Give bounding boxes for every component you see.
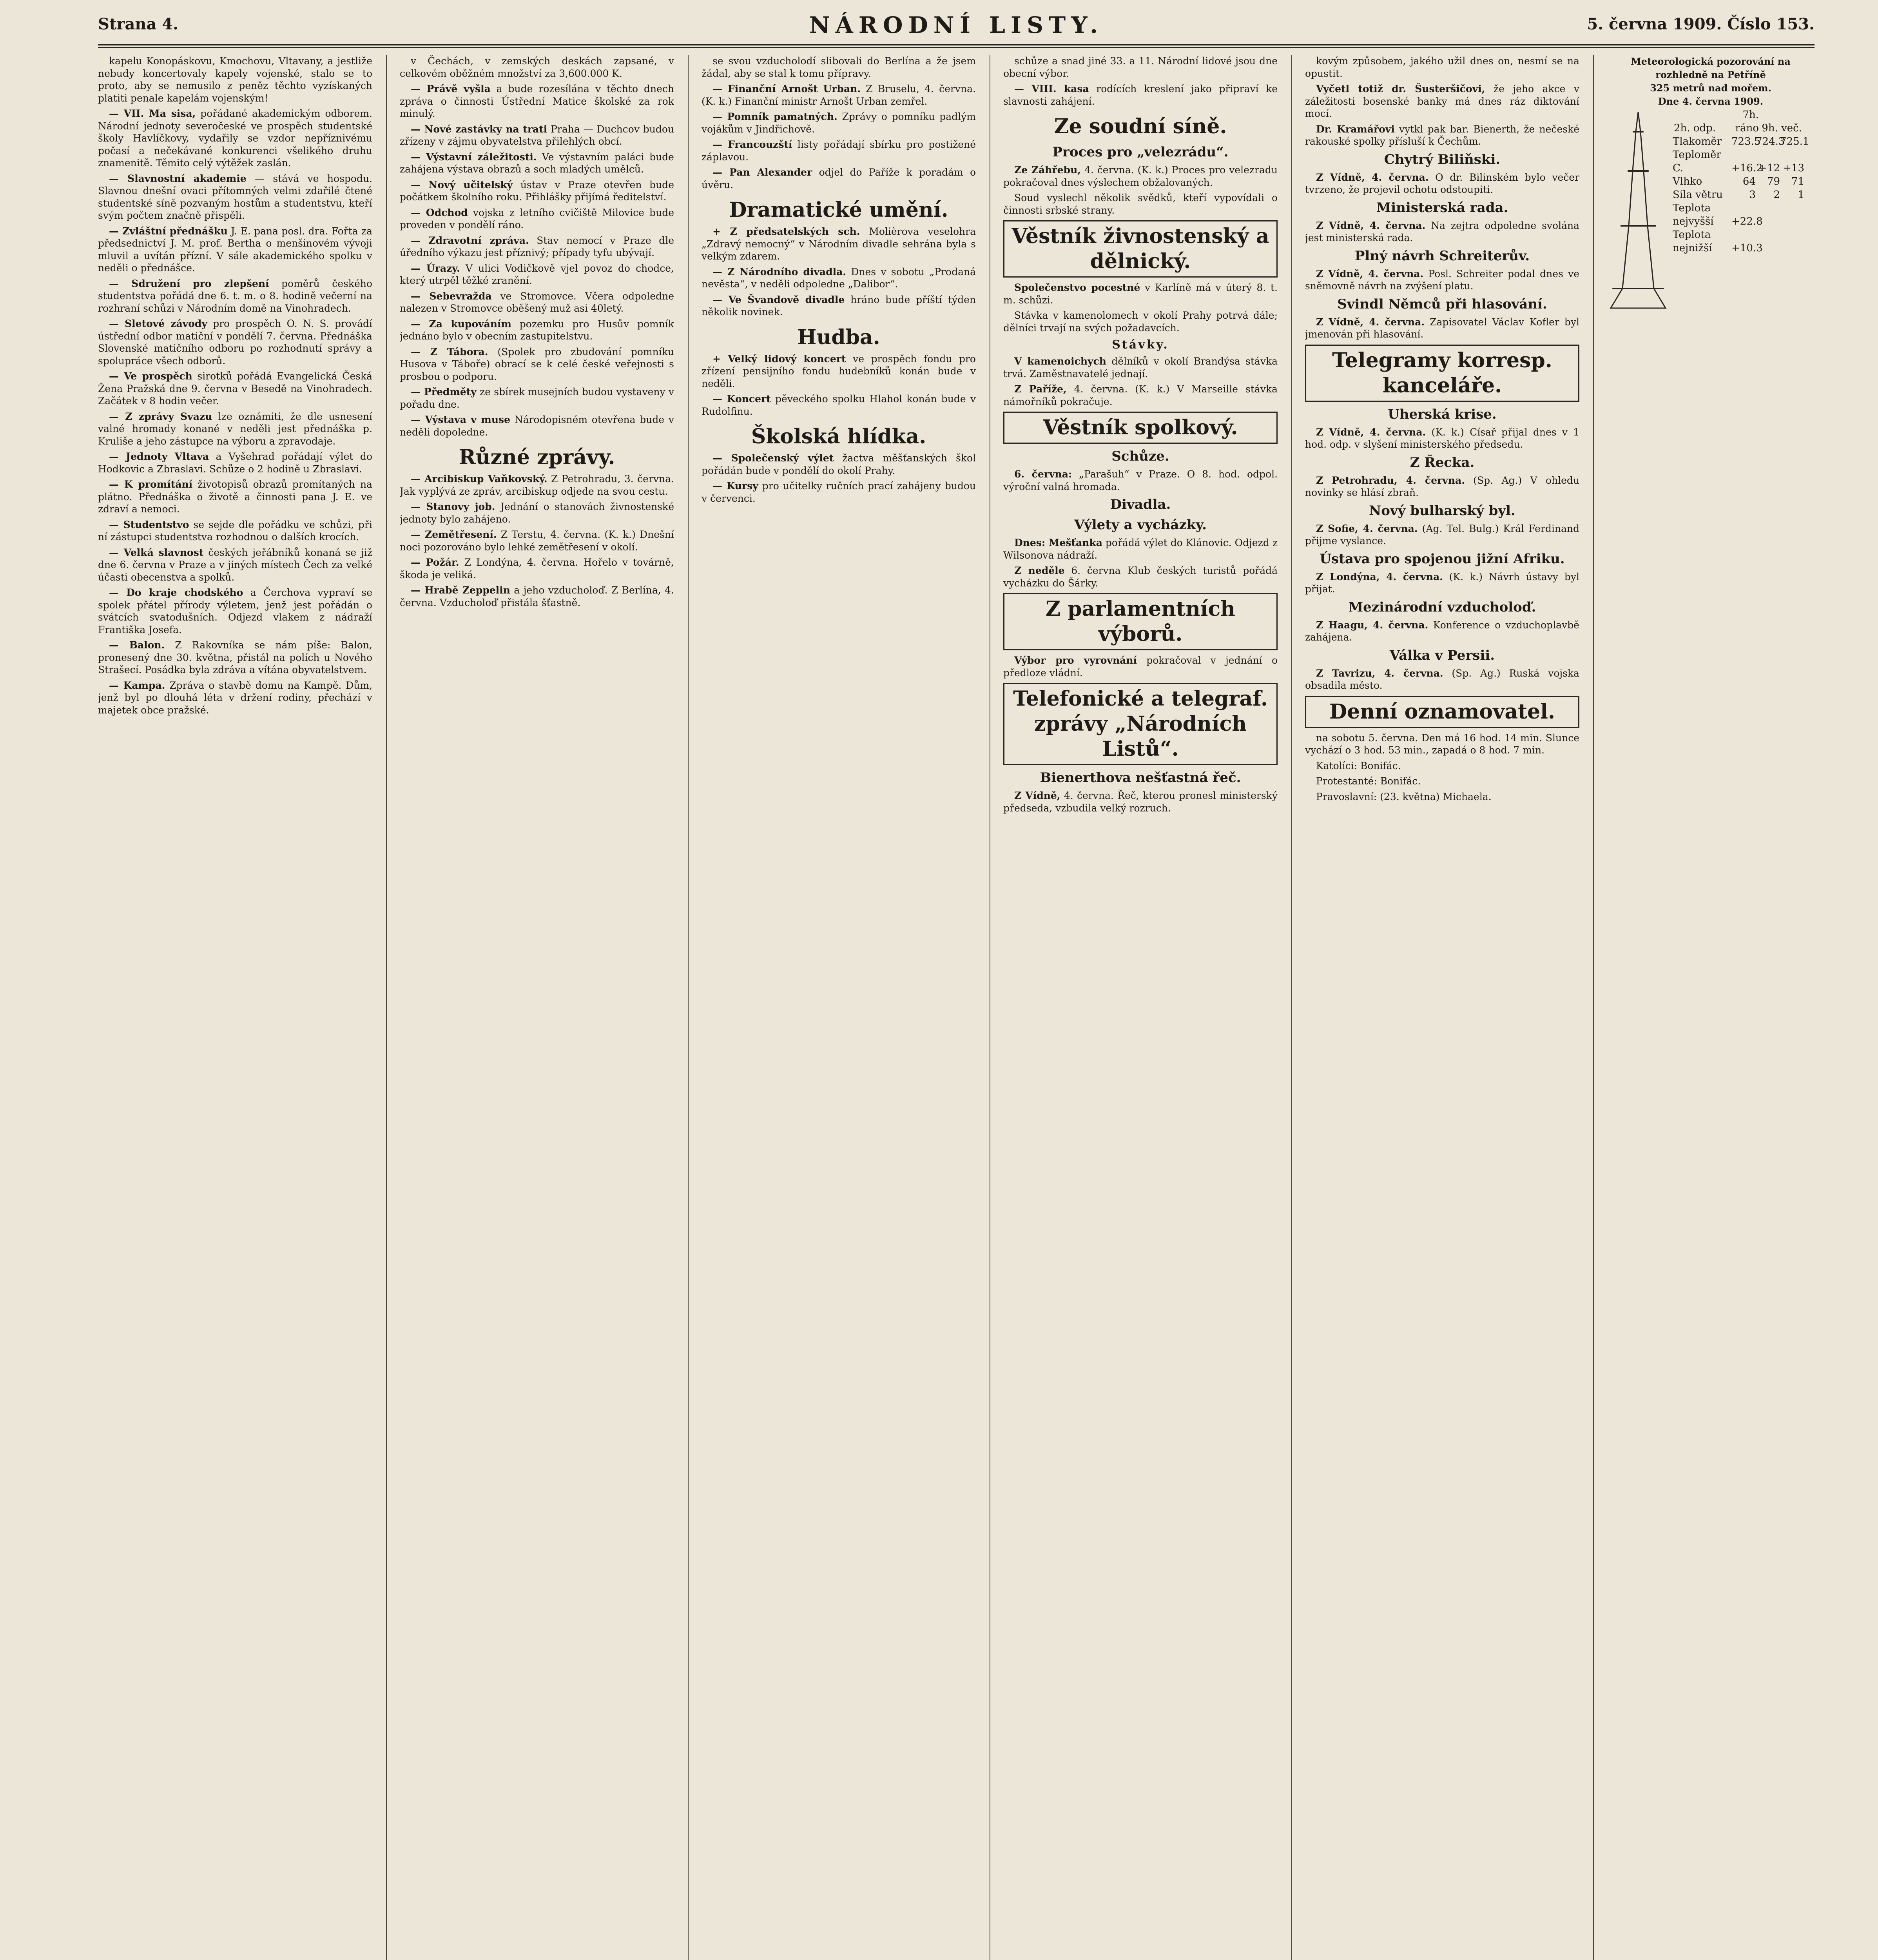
article-paragraph <box>1305 83 1579 120</box>
article-text: Zprávy o pomníku padlým vojákům v Jindřichově. <box>702 111 976 135</box>
article-paragraph <box>702 294 976 318</box>
section-subtitle: Bienerthova nešťastná řeč. <box>1040 770 1241 786</box>
article-paragraph <box>1305 571 1579 595</box>
article-lead: — Ve Švandově divadle <box>712 294 845 305</box>
article-lead: — Stanovy job. <box>411 501 495 512</box>
article-text: pěveckého spolku Hlahol konán bude v Rudolfinu. <box>702 393 976 417</box>
weather-value: 724.3 <box>1756 136 1785 147</box>
article-text: (Sp. Ag.) V ohledu novinky se hlásí zbraň. <box>1305 474 1579 498</box>
article-paragraph <box>98 546 372 584</box>
article-paragraph <box>400 556 674 581</box>
article-lead: — Studentstvo <box>109 519 189 530</box>
article-lead: — Sebevražda <box>411 290 492 302</box>
section-subtitle: Proces pro „velezrádu“. <box>1052 144 1229 160</box>
weather-col-header: 9h. več. <box>1762 122 1802 134</box>
section-subtitle: Divadla. <box>1110 497 1171 512</box>
article-text: Z Londýna, 4. června. Hořelo v továrně, škoda je veliká. <box>400 557 674 581</box>
article-paragraph <box>98 478 372 515</box>
article-paragraph <box>1305 123 1579 148</box>
issue-date: 5. června 1909. Číslo 153. <box>1587 15 1815 33</box>
article-text: schůze a snad jiné 33. a 11. Národní lidové jsou dne obecní výbor. <box>1003 55 1278 79</box>
article-lead: Z Petrohradu, 4. června. <box>1316 474 1465 486</box>
section-box-title: Věstník spolkový. <box>1003 412 1278 444</box>
article-text: pro učitelky ručních prací zahájeny budou v červenci. <box>702 480 976 504</box>
article-paragraph <box>98 225 372 274</box>
article-text: Konference o vzduchoplavbě zahájena. <box>1305 619 1579 643</box>
article-lead: + Velký lidový koncert <box>712 353 846 365</box>
article-text: v Karlíně má v úterý 8. t. m. schůzi. <box>1003 282 1278 306</box>
article-paragraph <box>1305 171 1579 196</box>
article-text: a jeho vzducholoď. Z Berlína, 4. června. Vzducholoď přistála šťastně. <box>400 584 674 608</box>
article-text: vojska z letního cvičiště Milovice bude proveden v pondělí ráno. <box>400 207 674 230</box>
article-paragraph <box>1003 468 1278 493</box>
article-lead: — Zvláštní přednášku <box>109 225 228 237</box>
article-lead: — Zemětřesení. <box>411 529 497 540</box>
article-paragraph <box>98 370 372 407</box>
article-lead: — VIII. kasa <box>1014 83 1089 94</box>
column-4 <box>1003 55 1278 1960</box>
article-paragraph <box>400 501 674 525</box>
article-lead: Z Paříže, <box>1014 383 1067 395</box>
article-text: (K. k.) Návrh ústavy byl přijat. <box>1305 571 1579 595</box>
article-text: dělníků v okolí Brandýsa stávka trvá. Zaměstnavatelé jednají. <box>1003 356 1278 379</box>
article-lead: — Nový učitelský <box>411 179 513 191</box>
weather-title: Meteorologická pozorování na rozhledně na Petříně <box>1631 56 1791 80</box>
weather-value: 2 <box>1773 189 1780 201</box>
article-lead: — Koncert <box>712 393 771 405</box>
article-lead: — Pan Alexander <box>712 167 812 178</box>
weather-value: 64 <box>1742 176 1756 187</box>
weather-value: +13 <box>1783 162 1804 174</box>
column-6 <box>1607 55 1815 1960</box>
weather-subtitle: 325 metrů nad mořem. <box>1650 82 1771 94</box>
article-text: ve Stromovce. Včera odpoledne nalezen v Stromovce oběšený muž asi 40letý. <box>400 290 674 314</box>
article-lead: Z Vídně, 4. června. <box>1316 426 1426 438</box>
article-heading: Ústava pro spojenou jižní Afriku. <box>1320 551 1565 567</box>
weather-report <box>1607 55 1815 255</box>
article-lead: — Slavnostní akademie <box>109 172 247 184</box>
article-text: 4. června. (K. k.) Proces pro velezradu pokračoval dnes výslechem obžalovaných. <box>1003 164 1278 188</box>
calendar-line: Katolíci: Bonifác. <box>1316 760 1401 771</box>
article-paragraph <box>1305 426 1579 451</box>
article-paragraph <box>400 318 674 343</box>
article-text: pořádané akademickým odborem. Národní jednoty severočeské ve prospěch studentské školy Havlíčkovy, vydařily se vzdor nepříznivému počasí a nečekávané konkurenci všelikého druhu znamenitě. Těmito celý výtěžek zaslán. <box>98 108 372 169</box>
column-3 <box>702 55 976 1960</box>
page-header <box>98 12 1815 44</box>
article-paragraph <box>1003 537 1278 561</box>
article-lead: — Z Národního divadla. <box>712 266 846 278</box>
article-text: na sobotu 5. června. Den má 16 hod. 14 min. Slunce vychází o 3 hod. 53 min., zapadá o 8 hod. 7 min. <box>1305 732 1579 756</box>
article-paragraph <box>702 480 976 505</box>
article-heading: Nový bulharský byl. <box>1369 503 1515 519</box>
article-heading: Chytrý Biliňski. <box>1384 151 1501 167</box>
article-lead: Výbor pro vyrovnání <box>1014 655 1137 666</box>
weather-label: Vlhko <box>1673 176 1702 187</box>
article-paragraph <box>98 410 372 448</box>
article-lead: — Hrabě Zeppelin <box>411 584 510 596</box>
article-text: ze sbírek musejních budou vystaveny v pořadu dne. <box>400 386 674 410</box>
article-lead: — Kursy <box>712 480 758 492</box>
article-heading: Ministerská rada. <box>1376 200 1508 216</box>
weather-col-header: 7h. ráno <box>1735 109 1759 134</box>
article-text: hráno bude příští týden několik novinek. <box>702 294 976 318</box>
article-text: Ve výstavním paláci bude zahájena výstava obrazů a soch mladých umělců. <box>400 151 674 175</box>
article-lead: — K promítání <box>109 479 193 490</box>
article-paragraph <box>1305 619 1579 644</box>
article-paragraph <box>400 386 674 410</box>
article-paragraph <box>98 318 372 367</box>
section-box-title: Telefonické a telegraf. zprávy „Národních Listů“. <box>1003 683 1278 765</box>
article-paragraph <box>1003 309 1278 334</box>
article-text: ústav v Praze otevřen bude počátkem školního roku. Přihlášky přijímá ředitelství. <box>400 179 674 203</box>
weather-label: Teplota nejnižší <box>1673 229 1712 254</box>
article-paragraph <box>400 290 674 315</box>
article-lead: — Sletové závody <box>109 318 207 329</box>
petrin-tower-illustration <box>1607 108 1670 312</box>
section-box-title: Z parlamentních výborů. <box>1003 593 1278 650</box>
article-text: O dr. Bilinském bylo večer tvrzeno, že projevil ochotu odstoupiti. <box>1305 171 1579 195</box>
article-lead: — Odchod <box>411 207 468 218</box>
article-lead: — Předměty <box>411 386 477 397</box>
article-lead: 6. června: <box>1014 468 1072 480</box>
column-divider <box>688 55 689 1960</box>
article-paragraph <box>702 83 976 107</box>
article-text: lze oznámiti, že dle usnesení valné hromady konané v neděli jest přednáška p. Kruliše a jeho zástupce na výboru a zpravodaje. <box>98 410 372 447</box>
article-lead: — Výstavní záležitosti. <box>411 151 537 163</box>
article-text: 6. června Klub českých turistů pořádá vycházku do Šárky. <box>1003 565 1278 589</box>
article-lead: Vyčetl totiž dr. Šusteršičovi, <box>1316 83 1485 94</box>
article-paragraph <box>1305 220 1579 244</box>
article-paragraph <box>98 107 372 169</box>
article-paragraph <box>702 225 976 263</box>
column-2 <box>400 55 674 1960</box>
article-text: pořádá výlet do Klánovic. Odjezd z Wilsonova nádraží. <box>1003 537 1278 561</box>
article-paragraph <box>702 111 976 135</box>
calendar-line: Protestanté: Bonifác. <box>1316 775 1421 787</box>
article-lead: — Finanční Arnošt Urban. <box>712 83 861 94</box>
article-heading: Plný návrh Schreiterův. <box>1354 248 1530 264</box>
article-paragraph <box>1003 83 1278 107</box>
weather-value: 1 <box>1798 189 1804 201</box>
article-lead: — Pomník pamatných. <box>712 111 837 122</box>
article-text: Zpráva o stavbě domu na Kampě. Dům, jenž byl po dlouhá léta v držení rodiny, přechází v majetek obce pražské. <box>98 679 372 716</box>
article-heading: Mezinárodní vzducholoď. <box>1348 599 1536 615</box>
section-title: Různé zprávy. <box>459 445 615 469</box>
article-lead: — Právě vyšla <box>411 83 491 94</box>
article-text: Dnes v sobotu „Prodaná nevěsta“, v neděli odpoledne „Dalibor“. <box>702 266 976 290</box>
article-text: listy pořádají sbírku pro postižené záplavou. <box>702 139 976 163</box>
article-paragraph <box>702 393 976 417</box>
weather-value: 3 <box>1749 189 1756 201</box>
weather-label: Tlakoměr <box>1673 136 1722 147</box>
article-paragraph <box>98 639 372 676</box>
weather-value: +22.8 <box>1731 216 1763 227</box>
article-paragraph <box>400 584 674 609</box>
article-text: se sejde dle pořádku ve schůzi, při ní zástupci studentstva rozhodnou o dalších krocích. <box>98 519 372 543</box>
article-lead: — Balon. <box>109 639 165 651</box>
column-5 <box>1305 55 1579 1960</box>
column-divider <box>1593 55 1594 1960</box>
article-text: Z Petrohradu, 3. června. Jak vyplývá ze zpráv, arcibiskup odjede na svou cestu. <box>400 473 674 497</box>
article-text: a bude rozesílána v těchto dnech zpráva o činnosti Ústřední Matice školské za rok minulý. <box>400 83 674 119</box>
article-text: (Spolek pro zbudování pomníku Husova v Táboře) obrací se k celé české veřejnosti s prosbou o podporu. <box>400 346 674 382</box>
article-text: Z Rakovníka se nám píše: Balon, pronesený dne 30. května, přistál na polích u Nového Strašecí. Posádka byla zdráva a vítána obyvatelstvem. <box>98 639 372 675</box>
article-lead: Z Vídně, 4. června. <box>1316 316 1425 328</box>
article-paragraph <box>1003 55 1278 80</box>
article-paragraph <box>400 207 674 231</box>
article-lead: — Z Tábora. <box>411 346 488 358</box>
article-lead: V kamenoichych <box>1014 356 1106 367</box>
article-paragraph <box>702 138 976 163</box>
article-lead: — Nové zastávky na trati <box>411 123 547 135</box>
article-lead: — Za kupováním <box>411 318 511 330</box>
calendar-line: Pravoslavní: (23. května) Michaela. <box>1316 791 1492 802</box>
article-paragraph <box>400 55 674 80</box>
column-1 <box>98 55 372 1960</box>
article-paragraph <box>98 519 372 543</box>
article-paragraph <box>98 55 372 104</box>
weather-label: Teploměr C. <box>1673 149 1721 174</box>
article-paragraph <box>702 353 976 390</box>
article-lead: — Ve prospěch <box>109 370 192 382</box>
article-paragraph <box>98 172 372 222</box>
article-paragraph <box>400 414 674 438</box>
article-paragraph <box>400 151 674 176</box>
section-title: Dramatické umění. <box>729 198 948 222</box>
article-text: Praha — Duchcov budou zřízeny v zájmu obyvatelstva přilehlých obcí. <box>400 123 674 147</box>
article-paragraph <box>1305 474 1579 499</box>
article-text: V ulici Vodičkově vjel povoz do chodce, který utrpěl těžké zranění. <box>400 262 674 286</box>
article-text: pro prospěch O. N. S. provádí ústřední odbor matiční v pondělí 7. června. Přednáška Slovenské matičního odboru po rozhodnutí správy a spolupráce všech odborů. <box>98 318 372 367</box>
article-text: v Čechách, v zemských deskách zapsané, v celkovém oběžném množství za 3,600.000 K. <box>400 55 674 79</box>
article-lead: Z Vídně, 4. června. <box>1316 220 1426 231</box>
article-text: Zapisovatel Václav Kofler byl jmenován při hlasování. <box>1305 316 1579 340</box>
article-lead: — Sdružení pro zlepšení <box>109 278 269 289</box>
article-text: Molièrova veselohra „Zdravý nemocný“ v Národním divadle sehrána byla s velkým zdarem. <box>702 226 976 262</box>
article-paragraph <box>702 166 976 191</box>
weather-value: 723.5 <box>1731 136 1761 147</box>
article-text: — stává ve hospodu. Slavnou dnešní ovaci přítomných velmi zdařilé čtené studentské síně pozvaným hostům a studentstvu, kteří svým počtem značně přispěli. <box>98 172 372 221</box>
weather-value: +16.2 <box>1731 162 1763 174</box>
article-lead: — Jednoty Vltava <box>109 451 209 462</box>
article-text: J. E. pana posl. dra. Fořta za předsednictví J. M. prof. Bertha o menšinovém vývoji mluvil a uvítán přízní. V sále akademického spolku v neděli o přednášce. <box>98 225 372 274</box>
article-text: ve prospěch fondu pro zřízení pensijního fondu hudebníků konán bude v neděli. <box>702 353 976 389</box>
article-paragraph <box>1003 789 1278 814</box>
article-text: pozemku pro Husův pomník jednáno bylo v obecním zastupitelstvu. <box>400 318 674 342</box>
header-rule-thin <box>98 47 1815 48</box>
article-lead: — Zdravotní zpráva. <box>411 234 529 246</box>
article-text: Posl. Schreiter podal dnes ve sněmovně návrh na zvýšení platu. <box>1305 268 1579 292</box>
article-paragraph <box>1003 164 1278 189</box>
weather-value: +12 <box>1758 162 1780 174</box>
article-paragraph <box>702 55 976 80</box>
article-text: a Vyšehrad pořádají výlet do Hodkovic a Zbraslavi. Schůze o 2 hodině u Zbraslavi. <box>98 451 372 475</box>
section-title: Hudba. <box>797 325 880 349</box>
weather-label: Síla větru <box>1673 189 1723 201</box>
article-lead: Dnes: Mešťanka <box>1014 537 1102 548</box>
article-paragraph <box>400 83 674 120</box>
article-lead: Z Sofie, 4. června. <box>1316 523 1418 534</box>
article-paragraph <box>400 179 674 203</box>
article-text: a Čerchova vypraví se spolek přátel přírody výletem, jenž jest pořádán o svátcích svatodušních. Odjezd vlakem z nádraží Františka Josefa. <box>98 587 372 635</box>
article-lead: — Společenský výlet <box>712 452 834 464</box>
article-text: (Ag. Tel. Bulg.) Král Ferdinand přijme vyslance. <box>1305 523 1579 546</box>
article-lead: — Úrazy. <box>411 262 460 274</box>
article-lead: Dr. Kramářovi <box>1316 123 1395 135</box>
article-lead: — Francouzští <box>712 139 792 150</box>
article-text: se svou vzducholodí slibovali do Berlína a že jsem žádal, aby se stal k tomu přípravy. <box>702 55 976 79</box>
article-paragraph <box>1305 667 1579 692</box>
article-lead: — Kampa. <box>109 679 165 691</box>
article-paragraph <box>1003 281 1278 306</box>
article-text: (Sp. Ag.) Ruská vojska obsadila město. <box>1305 667 1579 691</box>
article-text: kovým způsobem, jakého užil dnes on, nesmí se na opustit. <box>1305 55 1579 79</box>
article-text: (K. k.) Císař přijal dnes v 1 hod. odp. v slyšení ministerského předsedu. <box>1305 426 1579 450</box>
weather-value: 71 <box>1791 176 1804 187</box>
article-text: sirotků pořádá Evangelická Česká Žena Pražská dne 9. června v Besedě na Vinohradech. Začátek v 8 hodin večer. <box>98 370 372 407</box>
section-box-title: Telegramy korresp. kanceláře. <box>1305 345 1579 402</box>
article-text: Jednání o stanovách živnostenské jednoty bylo zahájeno. <box>400 501 674 525</box>
article-lead: — Arcibiskup Vaňkovský. <box>411 473 547 485</box>
article-paragraph <box>1305 523 1579 547</box>
article-lead: Z Vídně, <box>1014 790 1060 801</box>
article-text: Stávka v kamenolomech v okolí Prahy potrvá dále; dělníci trvají na svých požadavcích. <box>1003 310 1278 334</box>
article-paragraph <box>98 586 372 636</box>
article-text: vytkl pak bar. Bienerth, že nečeské rakouské spolky přísluší k Čechům. <box>1305 123 1579 147</box>
article-paragraph <box>1305 268 1579 292</box>
article-lead: — Výstava v muse <box>411 414 511 425</box>
article-paragraph <box>98 278 372 315</box>
article-paragraph <box>400 473 674 497</box>
article-text: Stav nemocí v Praze dle úředního výkazu jest příznivý; případy tyfu ubývají. <box>400 234 674 258</box>
article-paragraph <box>1003 564 1278 589</box>
article-text: Národopisném otevřena bude v neděli dopoledne. <box>400 414 674 438</box>
weather-col-header: 2h. odp. <box>1673 122 1716 134</box>
article-text: Z Bruselu, 4. června. (K. k.) Finanční ministr Arnošt Urban zemřel. <box>702 83 976 107</box>
section-title: Ze soudní síně. <box>1054 114 1227 138</box>
article-text: poměrů českého studentstva pořádá dne 6. t. m. o 8. hodině večerní na rozhraní schůzi v Národním domě na Vinohradech. <box>98 278 372 314</box>
article-text: pokračoval v jednání o předloze vládní. <box>1003 655 1278 679</box>
article-lead: — Velká slavnost <box>109 546 204 558</box>
article-text: kapelu Konopáskovu, Kmochovu, Vltavany, a jestliže nebudy koncertovaly kapely vojenské, stalo se to proto, aby se nemusilo z peněz těchto vyzískaných platiti penale kapelám vojenským! <box>98 55 372 104</box>
article-lead: Z Haagu, 4. června. <box>1316 619 1428 631</box>
article-paragraph <box>702 266 976 290</box>
article-text: Na zejtra odpoledne svolána jest ministerská rada. <box>1305 220 1579 243</box>
article-text: rodících kreslení jako připraví ke slavnosti zahájení. <box>1003 83 1278 107</box>
article-lead: + Z předsatelských sch. <box>712 226 860 237</box>
article-paragraph <box>400 528 674 553</box>
weather-value: 79 <box>1767 176 1780 187</box>
article-lead: Z Londýna, 4. června. <box>1316 571 1443 583</box>
section-box-title: Věstník živnostenský a dělnický. <box>1003 220 1278 278</box>
weather-value: +10.3 <box>1731 242 1763 254</box>
section-box-title: Denní oznamovatel. <box>1305 696 1579 728</box>
article-text: žactva měšťanských škol pořádán bude v pondělí do okolí Prahy. <box>702 452 976 476</box>
article-heading: Z Řecka. <box>1410 454 1475 470</box>
article-lead: — Z zprávy Svazu <box>109 410 212 422</box>
article-lead: Z Tavrizu, 4. června. <box>1316 667 1443 679</box>
section-subtitle: Výlety a vycházky. <box>1074 517 1207 533</box>
article-text: 4. června. (K. k.) V Marseille stávka námořníků pokračuje. <box>1003 383 1278 407</box>
section-subtitle: Uherská krise. <box>1388 406 1497 422</box>
article-text: životopisů obrazů promítaných na plátno. Přednáška o životě a činnosti pana J. E. ve zdraví a nemoci. <box>98 479 372 515</box>
article-lead: Z Vídně, 4. června. <box>1316 268 1424 279</box>
article-text: Z Terstu, 4. června. (K. k.) Dnešní noci pozorováno bylo lehké zemětřesení v okolí. <box>400 529 674 553</box>
article-lead: Z neděle <box>1014 565 1065 576</box>
article-heading: Svindl Němců při hlasování. <box>1337 296 1547 312</box>
section-title: Školská hlídka. <box>751 425 926 448</box>
article-paragraph <box>1305 316 1579 341</box>
article-paragraph <box>98 679 372 717</box>
article-lead: Ze Záhřebu, <box>1014 164 1081 176</box>
article-paragraph <box>400 234 674 259</box>
article-paragraph <box>1003 355 1278 380</box>
header-rule <box>98 44 1815 45</box>
article-text: že jeho akce v záležitosti bosenské banky má dnes ráz diktování mocí. <box>1305 83 1579 119</box>
weather-date: Dne 4. června 1909. <box>1658 96 1764 107</box>
article-lead: Z Vídně, 4. června. <box>1316 171 1429 183</box>
article-lead: — Požár. <box>411 557 459 568</box>
article-paragraph <box>702 452 976 477</box>
article-paragraph <box>400 123 674 148</box>
article-paragraph <box>1003 383 1278 408</box>
weather-value: 725.1 <box>1780 136 1809 147</box>
article-lead: — VII. Ma sisa, <box>109 108 196 119</box>
section-subtitle: Stávky. <box>1112 338 1169 352</box>
article-paragraph <box>400 262 674 287</box>
masthead: NÁRODNÍ LISTY. <box>809 12 1104 38</box>
article-heading: Válka v Persii. <box>1389 647 1495 663</box>
page-number: Strana 4. <box>98 15 179 33</box>
article-paragraph <box>98 450 372 475</box>
article-text: „Parašuh“ v Praze. O 8. hod. odpol. výroční valná hromada. <box>1003 468 1278 492</box>
article-paragraph <box>1305 55 1579 80</box>
article-paragraph <box>400 346 674 383</box>
article-lead: Společenstvo pocestné <box>1014 282 1140 293</box>
article-text: 4. června. Řeč, kterou pronesl ministerský předseda, vzbudila velký rozruch. <box>1003 790 1278 814</box>
article-text: odjel do Paříže k poradám o úvěru. <box>702 167 976 191</box>
column-divider <box>386 55 387 1960</box>
article-lead: — Do kraje chodského <box>109 587 243 598</box>
column-divider <box>1291 55 1292 1960</box>
article-paragraph <box>1003 654 1278 679</box>
section-subtitle: Schůze. <box>1111 448 1169 464</box>
article-text: Soud vyslechl několik svědků, kteří vypovídali o činnosti srbské strany. <box>1003 192 1278 216</box>
weather-label: Teplota nejvyšší <box>1673 202 1714 227</box>
article-paragraph <box>1003 192 1278 216</box>
article-text: českých jeřábníků konaná se již dne 6. června v Praze a v jiných místech Čech za velké účasti obecenstva a spolků. <box>98 546 372 583</box>
